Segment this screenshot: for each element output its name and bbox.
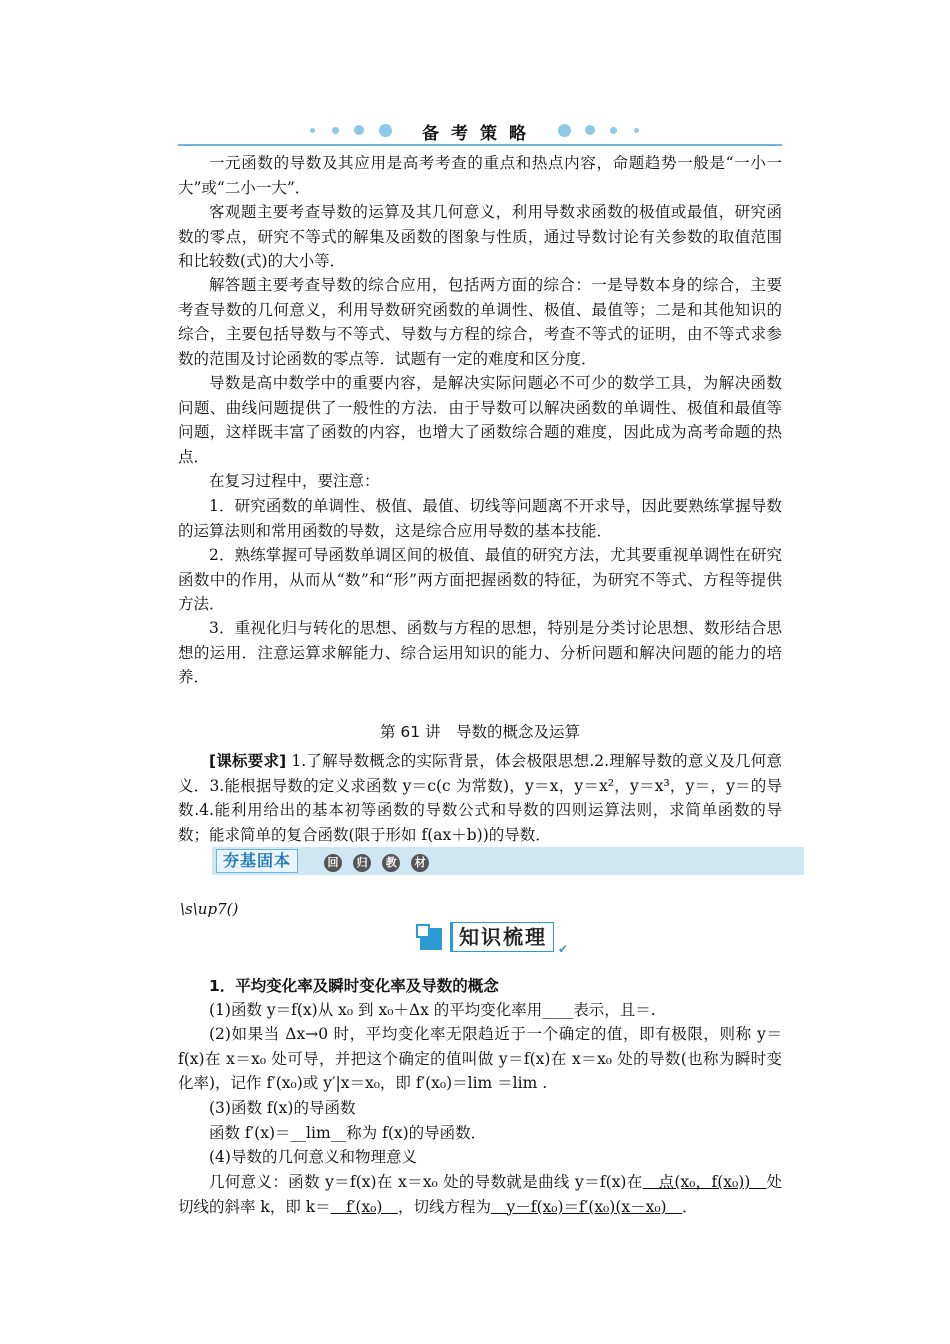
banner-rule bbox=[178, 144, 782, 146]
k1-4-c: ，切线方程为 bbox=[397, 1197, 491, 1216]
k1-4-a: 几何意义：函数 y＝f(x)在 x＝x₀ 处的导数就是曲线 y＝f(x)在 bbox=[209, 1173, 643, 1191]
paragraph-objective: 客观题主要考查导数的运算及其几何意义，利用导数求函数的极值或最值，研究函数的零点，研究不等式的解集及函数的图象与性质，通过导数讨论有关参数的取值范围和比较数(式)的大小等． bbox=[178, 203, 782, 270]
section-title: 夯基固本 bbox=[216, 849, 298, 873]
section-bar bbox=[212, 847, 804, 875]
banner-title: 备考策略 bbox=[422, 124, 538, 144]
section-subtitle bbox=[324, 851, 435, 871]
paragraph-importance: 导数是高中数学中的重要内容，是解决实际问题必不可少的数学工具，为解决函数问题、曲线问题提供了一般性的方法．由于导数可以解决函数的单调性、极值和最值等问题，这样既丰富了函数的内容，也增大了函数综合题的难度，因此成为高考命题的热点． bbox=[178, 374, 782, 466]
k1-derived-function bbox=[178, 1121, 782, 1146]
k1-derivative-def: (2)如果当 Δx→0 时，平均变化率无限趋近于一个确定的值，即有极限，则称 y＝f(x)在 x＝x₀ 处可导，并把这个确定的值叫做 y＝f(x)在 x＝x₀ 处的导数(也称为瞬时变化率)，记作 f′(x₀)或 y′|x＝x₀，即 f′(x₀)＝lim ＝lim . bbox=[178, 1025, 782, 1092]
k1-4-blank-tangent: y－f(x₀)＝f′(x₀)(x－x₀) bbox=[490, 1197, 683, 1216]
tick-icon: ✔ bbox=[558, 942, 569, 956]
k1-3-post: 称为 f(x)的导函数． bbox=[346, 1124, 487, 1142]
subtitle-char: 归 bbox=[353, 854, 371, 872]
paragraph-point-2: 2．熟练掌握可导函数单调区间的极值、最值的研究方法，尤其要重视单调性在研究函数中的作用，从而从“数”和“形”两方面把握函数的特征，为研究不等式、方程等提供方法． bbox=[178, 546, 782, 613]
curriculum-requirements bbox=[178, 749, 782, 847]
k1-meaning-title: (4)导数的几何意义和物理意义 bbox=[209, 1148, 417, 1166]
k1-4-b: 处切线的斜率 k，即 k＝ bbox=[178, 1173, 782, 1216]
paragraph-point-3: 3．重视化归与转化的思想、函数与方程的思想，特别是分类讨论思想、数形结合思想的运用．注意运算求解能力、综合运用知识的能力、分析问题和解决问题的能力的培养． bbox=[178, 619, 782, 686]
paragraph-notice: 在复习过程中，要注意： bbox=[209, 472, 380, 490]
k1-4-d: ． bbox=[682, 1197, 698, 1216]
lecture-title: 第 61 讲 导数的概念及运算 bbox=[379, 723, 581, 741]
k1-3-blank: __lim__ bbox=[290, 1124, 347, 1142]
knowledge-heading bbox=[414, 920, 574, 954]
k1-geometric-meaning bbox=[178, 1170, 782, 1219]
square-outline-icon bbox=[416, 924, 430, 938]
k1-title-text: 1．平均变化率及瞬时变化率及导数的概念 bbox=[209, 977, 499, 995]
curriculum-label: [课标要求] bbox=[209, 752, 287, 770]
stray-markup-text: \s\up7() bbox=[180, 900, 239, 918]
k1-4-blank-point: 点(x₀，f(x₀)) bbox=[642, 1173, 767, 1191]
subtitle-char: 回 bbox=[324, 854, 342, 872]
k1-derived-function-title: (3)函数 f(x)的导函数 bbox=[209, 1099, 356, 1117]
knowledge-heading-text: 知识梳理 bbox=[450, 922, 554, 952]
k1-title bbox=[178, 974, 782, 999]
k1-3-pre: 函数 f′(x)＝ bbox=[209, 1124, 291, 1142]
paragraph-intro: 一元函数的导数及其应用是高考考查的重点和热点内容，命题趋势一般是“一小一大”或“二小一大”． bbox=[178, 154, 782, 197]
paragraph-answer: 解答题主要考查导数的综合应用，包括两方面的综合：一是导数本身的综合，主要考查导数的几何意义，利用导数研究函数的单调性、极值、最值等；二是和其他知识的综合，主要包括导数与不等式、导数与方程的综合，考查不等式的证明，由不等式求参数的范围及讨论函数的零点等．试题有一定的难度和区分度． bbox=[178, 276, 782, 368]
k1-4-blank-slope: f′(x₀) bbox=[330, 1197, 398, 1216]
subtitle-char: 材 bbox=[411, 854, 429, 872]
strategy-banner bbox=[178, 119, 782, 145]
subtitle-char: 教 bbox=[382, 854, 400, 872]
paragraph-point-1: 1．研究函数的单调性、极值、最值、切线等问题离不开求导，因此要熟练掌握导数的运算法则和常用函数的导数，这是综合应用导数的基本技能． bbox=[178, 497, 782, 540]
k1-average-rate: (1)函数 y＝f(x)从 x₀ 到 x₀＋Δx 的平均变化率用____表示，且＝. bbox=[209, 1001, 656, 1019]
curriculum-text: 1.了解导数概念的实际背景，体会极限思想.2.理解导数的意义及几何意义．3.能根据导数的定义求函数 y＝c(c 为常数)，y＝x，y＝x²，y＝x³，y＝，y＝的导数.4.能利用给出的基本初等函数的导数公式和导数的四则运算法则，求简单函数的导数；能求简单的复合函数(限于形如 f(ax＋b))的导数． bbox=[178, 752, 782, 844]
